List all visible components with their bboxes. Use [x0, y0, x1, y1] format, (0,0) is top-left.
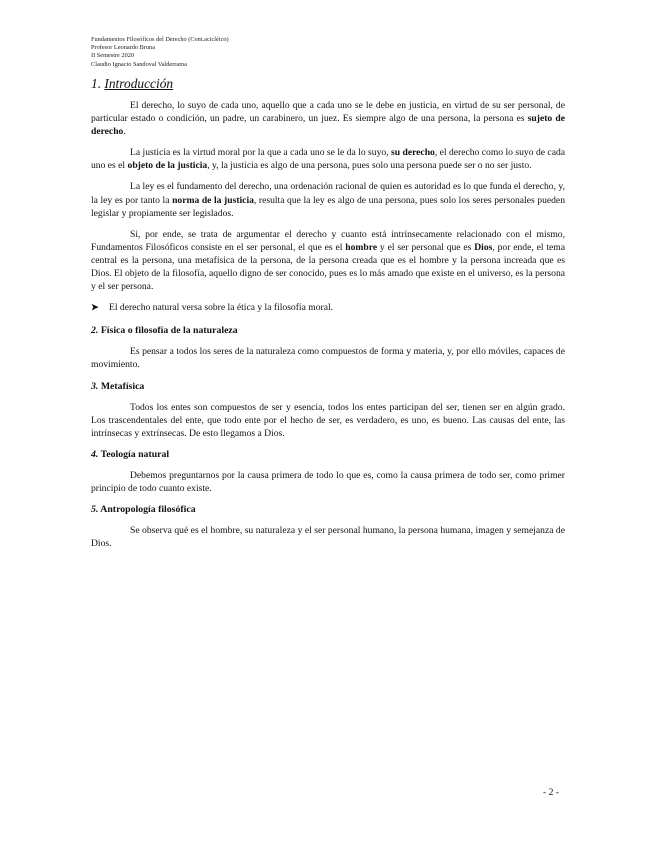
paragraph-text: , el derecho como lo suyo de cada uno es el — [91, 147, 566, 172]
page-number: - 2 - — [543, 787, 559, 798]
paragraph-text: . — [123, 126, 126, 138]
paragraph-text: , por ende, el tema central es la persona, una metafísica de la persona, de la persona creada que es el hombre y la persona increada que es Dios. El objeto de la filosofía, aquello digno de ser conocido, pues es lo más amado que existe en el universo, es la persona y el ser persona. — [91, 241, 566, 293]
paragraph-text: La justicia es la virtud moral por la que a cada uno se le da lo suyo, — [130, 147, 391, 159]
arrow-bullet-icon: ➤ — [91, 302, 99, 313]
document-body — [91, 76, 565, 558]
paragraph-metafisica: Todos los entes son compuestos de ser y esencia, todos los entes participan del ser, tienen ser en algún grado. Los trascendentales del ente, que todo ente por el hecho de ser, es verdadero, es uno, es bueno. Las causas del ente, las intrínsecas y extrínsecas. De esto llegamos a Dios. — [91, 401, 565, 439]
paragraph-4 — [91, 228, 565, 293]
bold-term: Dios — [474, 241, 493, 253]
paragraph-1 — [91, 99, 565, 138]
header-course: Fundamentos Filosóficos del Derecho (Cont.acicléico) — [91, 36, 229, 43]
section-title: Metafísica — [100, 380, 145, 392]
bold-term: su derecho — [391, 147, 435, 159]
paragraph-3 — [91, 180, 565, 219]
paragraph-text: , y, la justicia es algo de una persona, pues solo una persona puede ser o no ser justo. — [207, 160, 532, 172]
document-header — [91, 36, 229, 69]
section-heading-antropologia — [91, 503, 565, 516]
bold-term: hombre — [345, 241, 378, 253]
paragraph-antropologia: Se observa qué es el hombre, su naturaleza y el ser personal humano, la persona humana, imagen y semejanza de Dios. — [91, 524, 565, 550]
paragraph-text: Si, por ende, se trata de argumentar el derecho y cuanto está intrínsecamente relacionado con el mismo, Fundamentos Filosóficos consiste en el ser personal, el que es el — [91, 228, 565, 253]
section-heading-metafisica — [91, 380, 565, 393]
bold-term: sujeto de derecho — [91, 113, 565, 138]
header-semester: II Semestre 2020 — [91, 52, 135, 60]
paragraph-fisica: Es pensar a todos los seres de la naturaleza como compuestos de forma y materia, y, por ello móviles, capaces de movimiento. — [91, 346, 565, 371]
paragraph-2 — [91, 146, 565, 172]
header-professor: Profesor Leonardo Bruna — [91, 44, 155, 52]
section-heading-fisica — [91, 324, 565, 337]
section-title: Física o filosofía de la naturaleza — [100, 325, 238, 337]
section-heading-introduccion — [91, 76, 565, 92]
paragraph-text: , resulta que la ley es algo de una persona, pues solo los seres personales pueden legislar y propiamente ser legislados. — [91, 194, 565, 219]
section-title: Introducción — [104, 76, 174, 91]
paragraph-text: La ley es el fundamento del derecho, una ordenación racional de quien es autoridad es lo que funda el derecho, y, la ley es por tanto la — [91, 181, 565, 206]
bold-term: objeto de la justicia — [127, 160, 208, 172]
header-author: Claudio Ignacio Sandoval Valderrama — [91, 60, 187, 68]
bullet-text: El derecho natural versa sobre la ética y la filosofía moral. — [109, 302, 334, 314]
section-number: 1. — [91, 76, 102, 91]
section-heading-teologia — [91, 448, 565, 461]
paragraph-text: y el ser personal que es — [377, 241, 475, 253]
section-number: 5. — [91, 503, 99, 515]
section-number: 3. — [91, 380, 99, 392]
paragraph-teologia: Debemos preguntarnos por la causa primera de todo lo que es, como la causa primera de todo ser, como primer principio de todo cuanto existe. — [91, 469, 565, 494]
bullet-item — [91, 301, 565, 314]
section-number: 2. — [91, 325, 99, 337]
section-title: Antropología filosófica — [100, 503, 196, 515]
paragraph-text: El derecho, lo suyo de cada uno, aquello que a cada uno se le debe en justicia, en virtud de su ser personal, de particular estado o condición, un padre, un carabinero, un juez. Es siempre algo de una persona, la persona es — [91, 100, 565, 125]
section-number: 4. — [91, 448, 99, 460]
bold-term: norma de la justicia — [172, 194, 254, 206]
section-title: Teología natural — [100, 448, 170, 460]
